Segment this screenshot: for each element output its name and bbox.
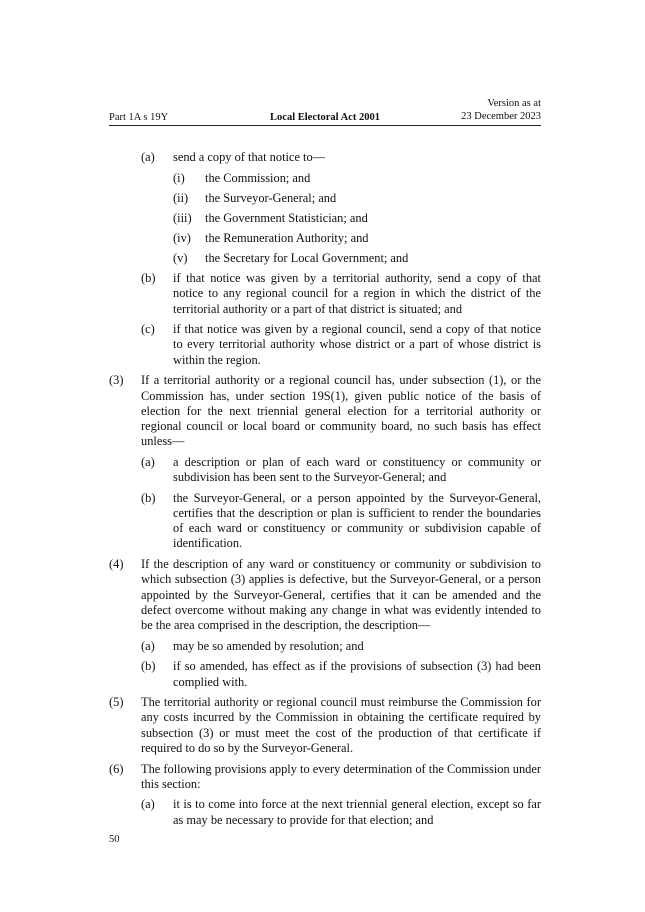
paragraph-text: may be so amended by resolution; and [173, 638, 364, 653]
paragraph-text: if so amended, has effect as if the provisions of subsection (3) had been complied with. [173, 659, 541, 689]
subsection-4-paragraph-b [141, 659, 541, 689]
subparagraph-label: (iii) [173, 210, 192, 225]
subsection-5 [109, 695, 541, 756]
paragraph-text: send a copy of that notice to— [173, 150, 326, 164]
subparagraph-v [173, 251, 541, 266]
paragraph-label: (a) [141, 150, 155, 164]
page-header [109, 98, 541, 126]
subsection-3-paragraph-b [141, 491, 541, 552]
header-version [461, 98, 541, 123]
subparagraph-text: the Secretary for Local Government; and [205, 251, 409, 266]
subsection-text: If a territorial authority or a regional council has, under subsection (1), or the Commission has, under section 19S(1), given public notice of the basis of election for the next triennial general election for a territorial authority or regional council or local board or community board, no such basis has effect unless— [141, 373, 541, 449]
paragraph-label: (b) [141, 490, 156, 505]
subparagraph-label: (ii) [173, 190, 189, 205]
subsection-3-paragraph-a [141, 455, 541, 485]
header-version-label: Version as at [487, 98, 541, 109]
subparagraph-label: (i) [173, 170, 185, 185]
paragraph-c [141, 322, 541, 368]
paragraph-label: (c) [141, 322, 155, 337]
header-part-ref: Part 1A s 19Y [109, 112, 169, 123]
subsection-label: (6) [109, 761, 124, 776]
subparagraph-text: the Surveyor-General; and [205, 190, 337, 205]
subparagraph-text: the Government Statistician; and [205, 210, 368, 225]
subparagraph-iii [173, 211, 541, 226]
paragraph-label: (b) [141, 659, 156, 674]
subparagraph-text: the Commission; and [205, 170, 311, 185]
subsection-label: (3) [109, 373, 124, 388]
page-number: 50 [109, 834, 120, 845]
subparagraph-label: (v) [173, 251, 188, 266]
paragraph-label: (a) [141, 638, 155, 653]
subsection-6 [109, 762, 541, 792]
subsection-text: The following provisions apply to every determination of the Commission under this section: [141, 761, 541, 791]
subsection-6-paragraph-a [141, 797, 541, 827]
paragraph-text: it is to come into force at the next triennial general election, except so far as may be necessary to provide for that election; and [173, 797, 541, 827]
subsection-4 [109, 557, 541, 633]
paragraph-a [141, 150, 541, 165]
subsection-4-paragraph-a [141, 639, 541, 654]
document-body [109, 150, 541, 833]
subsection-label: (4) [109, 557, 124, 572]
subsection-text: If the description of any ward or constituency or community or subdivision to which subsection (3) applies is defective, but the Surveyor-General, or a person appointed by the Surveyor-General, certifies that it can be amended and the defect overcome without making any change in what was evidently intended to be the area comprised in the description, the description— [141, 557, 541, 632]
header-version-date: 23 December 2023 [461, 110, 541, 122]
subparagraph-text: the Remuneration Authority; and [205, 230, 369, 245]
paragraph-text: the Surveyor-General, or a person appointed by the Surveyor-General, certifies that the description or plan is sufficient to render the boundaries of each ward or constituency or community or subdivision capable of identification. [173, 490, 541, 551]
subsection-text: The territorial authority or regional council must reimburse the Commission for any costs incurred by the Commission in obtaining the certificate required by subsection (3) or must meet the cost of the production of that certificate if required to do so by the Surveyor-General. [141, 695, 541, 755]
paragraph-label: (b) [141, 271, 156, 286]
header-act-title: Local Electoral Act 2001 [270, 112, 380, 123]
paragraph-text: if that notice was given by a regional council, send a copy of that notice to every territorial authority whose district or a part of whose district is within the region. [173, 322, 541, 367]
subparagraph-iv [173, 231, 541, 246]
subparagraph-label: (iv) [173, 230, 191, 245]
paragraph-label: (a) [141, 797, 155, 812]
subparagraph-ii [173, 191, 541, 206]
paragraph-text: if that notice was given by a territorial authority, send a copy of that notice to any regional council for a region in which the district of the territorial authority or a part of that district is situated; and [173, 271, 541, 316]
subparagraph-i [173, 171, 541, 186]
paragraph-label: (a) [141, 454, 155, 469]
paragraph-b [141, 271, 541, 317]
subsection-3 [109, 373, 541, 449]
paragraph-text: a description or plan of each ward or constituency or community or subdivision has been sent to the Surveyor-General; and [173, 454, 541, 485]
header-rule [109, 125, 541, 126]
subsection-label: (5) [109, 695, 124, 710]
